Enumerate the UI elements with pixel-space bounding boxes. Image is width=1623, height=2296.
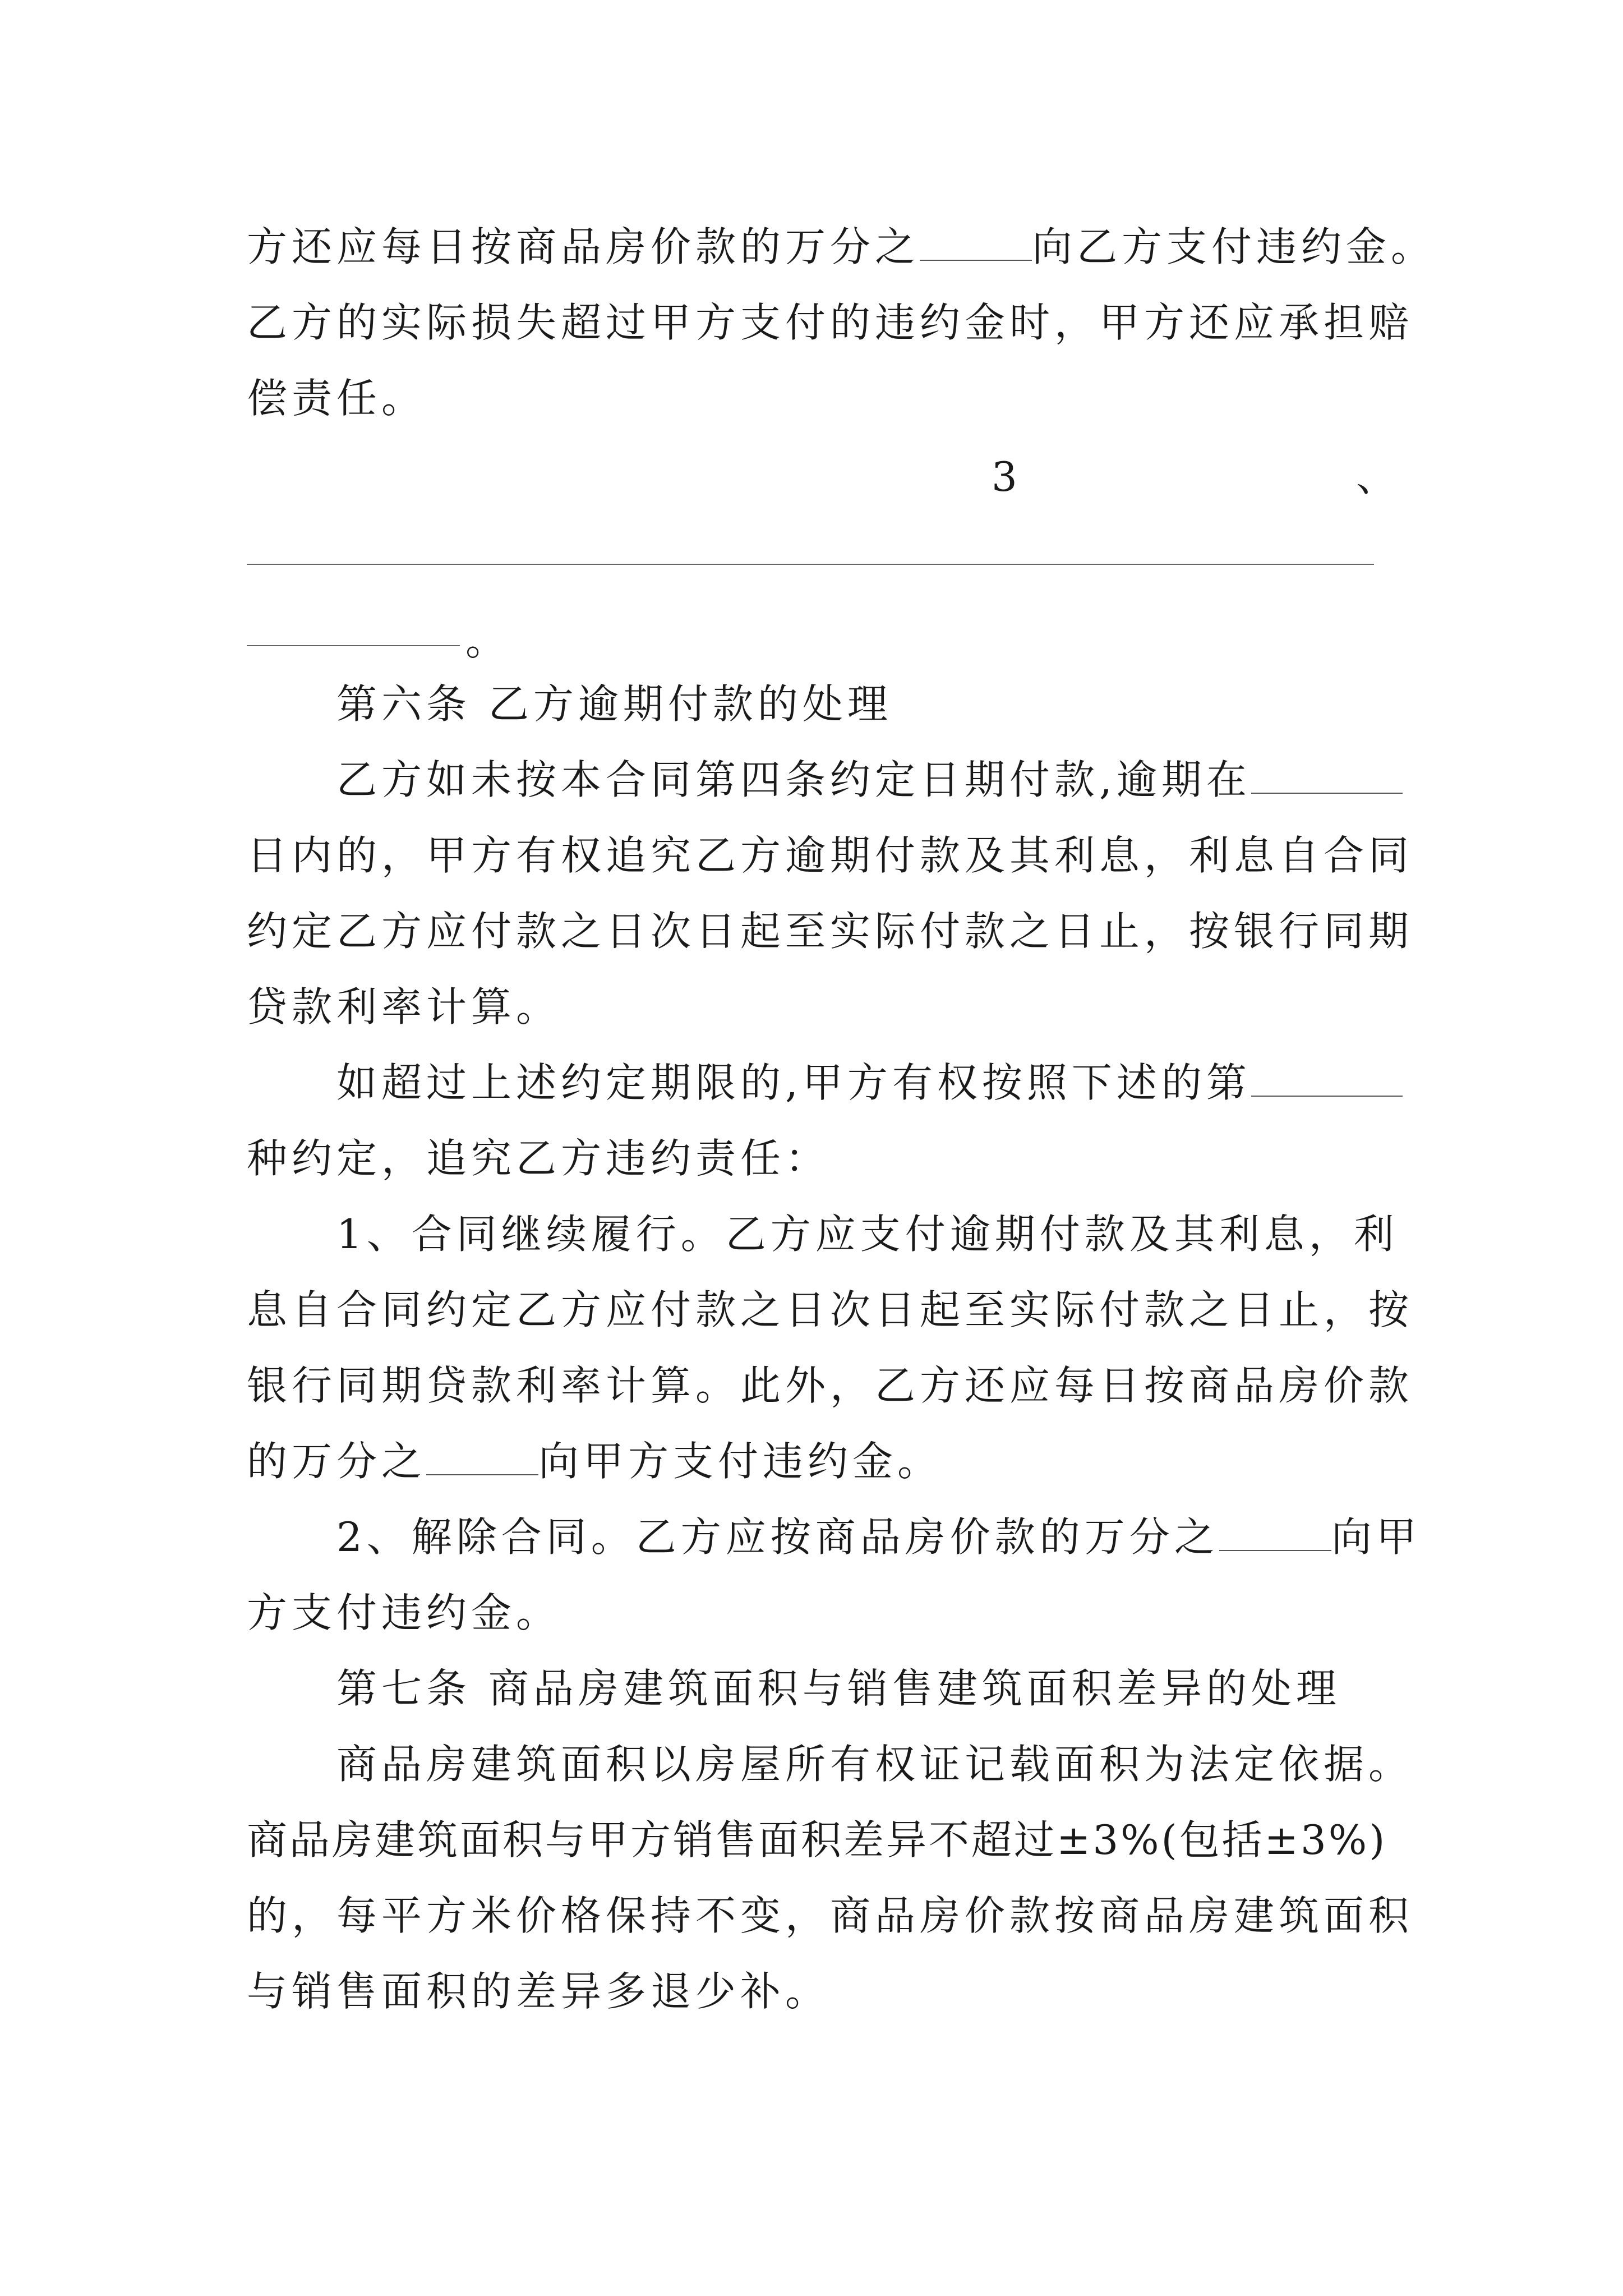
- text-segment: 如超过上述约定期限的,甲方有权按照下述的第: [336, 1059, 1251, 1106]
- text-line: 的，每平方米价格保持不变，商品房价款按商品房建筑面积: [247, 1892, 1414, 1939]
- text-line: 约定乙方应付款之日次日起至实际付款之日止，按银行同期: [247, 908, 1414, 955]
- text-line: [247, 219, 1436, 275]
- text-line: [247, 1433, 1396, 1489]
- fill-blank: [426, 1435, 538, 1475]
- text-line: [336, 752, 1402, 808]
- fill-rule: [247, 564, 1374, 565]
- text-line: [336, 1055, 1402, 1111]
- text-line: 商品房建筑面积与甲方销售面积差异不超过±3%(包括±3%): [247, 1816, 1387, 1864]
- item-end-mark: 。: [465, 617, 506, 664]
- item-separator: 、: [1356, 453, 1397, 500]
- text-segment: 2、解除合同。乙方应按商品房价款的万分之: [336, 1513, 1219, 1561]
- text-segment: 的万分之: [247, 1438, 427, 1485]
- text-line: 方支付违约金。: [247, 1589, 561, 1636]
- text-line: [336, 1509, 1421, 1565]
- fill-blank: [1251, 1056, 1403, 1097]
- text-segment: 方还应每日按商品房价款的万分之: [247, 223, 920, 270]
- text-line: 偿责任。: [247, 375, 427, 422]
- text-line: 商品房建筑面积以房屋所有权证记载面积为法定依据。: [336, 1741, 1414, 1788]
- text-line: 贷款利率计算。: [247, 983, 561, 1030]
- text-line: 日内的，甲方有权追究乙方逾期付款及其利息，利息自合同: [247, 832, 1414, 879]
- text-segment: 向甲: [1331, 1513, 1421, 1561]
- text-line: 银行同期贷款利率计算。此外，乙方还应每日按商品房价款: [247, 1362, 1414, 1409]
- text-line: 与销售面积的差异多退少补。: [247, 1968, 831, 2015]
- fill-blank: [1219, 1511, 1331, 1551]
- item-number: 3: [992, 453, 1017, 500]
- text-segment: 乙方如未按本合同第四条约定日期付款,逾期在: [336, 756, 1251, 803]
- text-line: 乙方的实际损失超过甲方支付的违约金时，甲方还应承担赔: [247, 299, 1414, 346]
- text-segment: 向甲方支付违约金。: [538, 1438, 943, 1485]
- text-line: 1、合同继续履行。乙方应支付逾期付款及其利息，利: [336, 1211, 1399, 1258]
- text-segment: 向乙方支付违约金。: [1032, 223, 1436, 270]
- fill-blank: [920, 220, 1032, 261]
- text-line: 种约定，追究乙方违约责任：: [247, 1135, 831, 1182]
- fill-blank: [1251, 753, 1403, 794]
- article-title: 第六条 乙方逾期付款的处理: [336, 680, 892, 728]
- article-title: 第七条 商品房建筑面积与销售建筑面积差异的处理: [336, 1665, 1341, 1712]
- text-line: 息自合同约定乙方应付款之日次日起至实际付款之日止，按: [247, 1286, 1414, 1333]
- fill-rule-short: [247, 645, 460, 646]
